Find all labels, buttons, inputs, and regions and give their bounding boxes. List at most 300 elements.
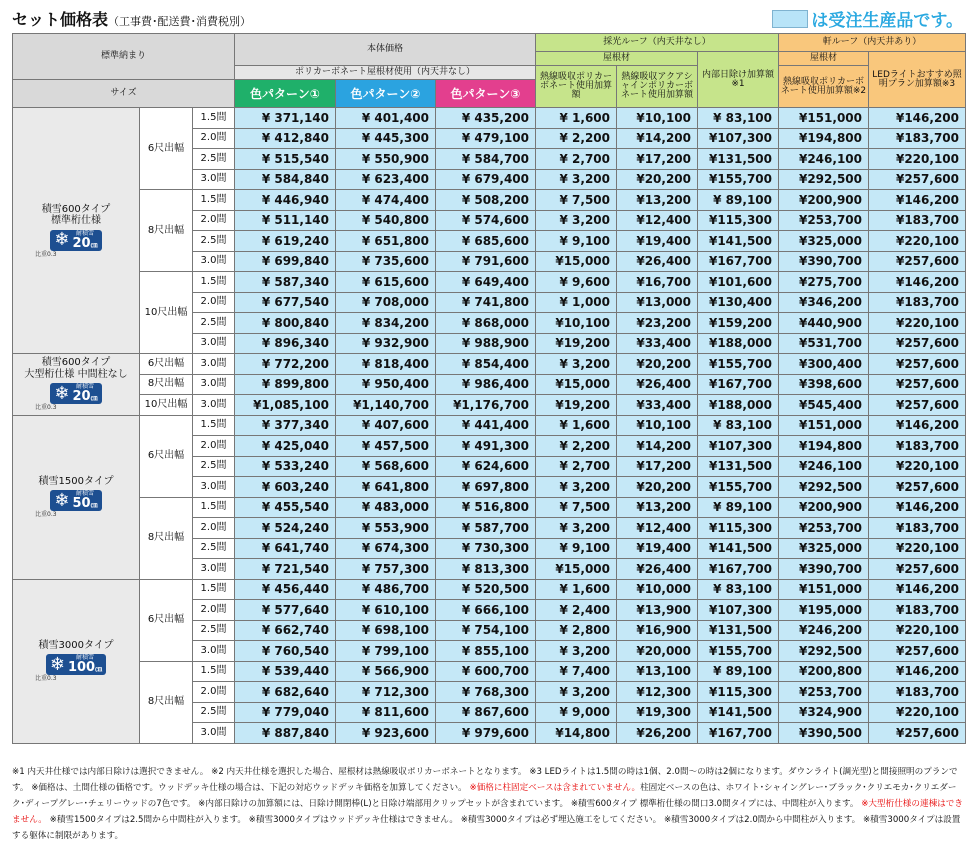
price-cell: ¥257,600 [869,723,966,744]
price-cell: ¥ 791,600 [436,251,536,272]
table-row [13,579,966,600]
price-cell: ¥ 9,100 [536,538,617,559]
price-cell: ¥ 666,100 [436,600,536,621]
price-cell: ¥ 83,100 [698,108,779,129]
price-cell: ¥194,800 [779,128,869,149]
width-cell: 3.0間 [193,723,235,744]
width-cell: 2.0間 [193,128,235,149]
width-cell: 3.0間 [193,251,235,272]
price-cell: ¥ 524,240 [235,518,336,539]
depth-cell: 6尺出幅 [140,415,193,497]
width-cell: 2.5間 [193,231,235,252]
price-cell: ¥ 566,900 [336,661,436,682]
width-cell: 2.5間 [193,702,235,723]
price-cell: ¥146,200 [869,497,966,518]
price-cell: ¥ 754,100 [436,620,536,641]
badge-value: 20 [72,389,91,405]
type-name1: 積雪600タイプ [41,203,111,215]
price-cell: ¥ 768,300 [436,682,536,703]
width-cell: 2.0間 [193,436,235,457]
price-cell: ¥ 540,800 [336,210,436,231]
price-cell: ¥ 457,500 [336,436,436,457]
price-cell: ¥19,400 [617,231,698,252]
price-cell: ¥ 677,540 [235,292,336,313]
price-cell: ¥ 674,300 [336,538,436,559]
price-cell: ¥183,700 [869,518,966,539]
price-cell: ¥183,700 [869,292,966,313]
price-cell: ¥20,000 [617,641,698,662]
price-cell: ¥253,700 [779,210,869,231]
price-cell: ¥ 587,700 [436,518,536,539]
table-row [13,374,966,395]
price-cell: ¥10,000 [617,579,698,600]
width-cell: 2.0間 [193,600,235,621]
price-cell: ¥ 1,000 [536,292,617,313]
price-cell: ¥257,600 [869,559,966,580]
price-cell: ¥ 697,800 [436,477,536,498]
width-cell: 2.5間 [193,620,235,641]
width-cell: 2.5間 [193,456,235,477]
width-cell: 2.5間 [193,149,235,170]
table-row [13,190,966,211]
width-cell: 1.5間 [193,497,235,518]
price-cell: ¥ 407,600 [336,415,436,436]
price-cell: ¥146,200 [869,108,966,129]
badge-unit: ㎝ [90,240,98,249]
price-cell: ¥257,600 [869,374,966,395]
table-row [13,661,966,682]
price-cell: ¥ 708,000 [336,292,436,313]
price-cell: ¥325,000 [779,231,869,252]
price-cell: ¥155,700 [698,169,779,190]
price-cell: ¥23,200 [617,313,698,334]
price-cell: ¥10,100 [617,415,698,436]
badge-value: 20 [72,235,91,251]
price-cell: ¥ 3,200 [536,641,617,662]
price-cell: ¥ 610,100 [336,600,436,621]
price-cell: ¥ 9,100 [536,231,617,252]
price-cell: ¥167,700 [698,374,779,395]
price-cell: ¥ 662,740 [235,620,336,641]
legend-swatch [772,10,808,28]
price-cell: ¥257,600 [869,395,966,416]
pattern3-header: 色パターン③ [436,80,536,108]
header-saiko: 採光ルーフ（内天井なし） [536,34,779,52]
price-cell: ¥398,600 [779,374,869,395]
type-name1: 積雪1500タイプ [38,475,114,487]
badge-value: 50 [72,496,91,512]
price-cell: ¥107,300 [698,600,779,621]
width-cell: 2.5間 [193,313,235,334]
price-cell: ¥ 868,000 [436,313,536,334]
footnote-text: ※大型桁仕様の連棟はできません。 [12,799,963,825]
width-cell: 3.0間 [193,559,235,580]
price-cell: ¥12,400 [617,210,698,231]
header-yane2: 屋根材 [779,52,869,66]
width-cell: 3.0間 [193,395,235,416]
header-c1: 熱線吸収ポリカーボネート使用加算額 [536,66,617,108]
type-name1: 積雪3000タイプ [38,639,114,651]
price-cell: ¥ 574,600 [436,210,536,231]
width-cell: 1.5間 [193,108,235,129]
price-cell: ¥12,400 [617,518,698,539]
price-cell: ¥200,900 [779,497,869,518]
price-cell: ¥ 568,600 [336,456,436,477]
price-cell: ¥15,000 [536,374,617,395]
width-cell: 1.5間 [193,661,235,682]
price-cell: ¥220,100 [869,313,966,334]
depth-cell: 8尺出幅 [140,497,193,579]
price-cell: ¥183,700 [869,210,966,231]
footnote-text: ※価格に柱固定ベースは含まれていません。 [469,783,641,793]
width-cell: 2.0間 [193,682,235,703]
width-cell: 3.0間 [193,354,235,375]
price-cell: ¥ 584,700 [436,149,536,170]
price-cell: ¥14,200 [617,436,698,457]
price-cell: ¥151,000 [779,415,869,436]
badge-hint: 比重0.3 [35,511,57,519]
price-cell: ¥ 603,240 [235,477,336,498]
badge-hint: 比重0.3 [35,675,57,683]
width-cell: 3.0間 [193,169,235,190]
depth-cell: 8尺出幅 [140,190,193,272]
price-cell: ¥1,085,100 [235,395,336,416]
price-cell: ¥167,700 [698,559,779,580]
price-cell: ¥ 679,400 [436,169,536,190]
price-cell: ¥155,700 [698,477,779,498]
price-cell: ¥220,100 [869,702,966,723]
type-cell [13,415,140,579]
price-cell: ¥ 486,700 [336,579,436,600]
table-row [13,108,966,129]
price-cell: ¥26,200 [617,723,698,744]
price-cell: ¥ 2,200 [536,128,617,149]
price-cell: ¥ 896,340 [235,333,336,354]
depth-cell: 6尺出幅 [140,354,193,375]
price-cell: ¥ 818,400 [336,354,436,375]
title-sub: （工事費･配送費･消費税別） [108,15,252,28]
header-size: サイズ [13,80,235,108]
price-cell: ¥ 651,800 [336,231,436,252]
price-cell: ¥ 760,540 [235,641,336,662]
type-name2: 大型桁仕様 中間柱なし [24,368,128,380]
price-cell: ¥253,700 [779,682,869,703]
type-cell [13,579,140,743]
price-cell: ¥ 813,300 [436,559,536,580]
price-cell: ¥292,500 [779,477,869,498]
price-cell: ¥16,700 [617,272,698,293]
price-cell: ¥ 412,840 [235,128,336,149]
price-cell: ¥167,700 [698,723,779,744]
price-cell: ¥257,600 [869,333,966,354]
price-cell: ¥ 9,600 [536,272,617,293]
price-cell: ¥ 515,540 [235,149,336,170]
header-poly: ポリカーボネート屋根材使用（内天井なし） [235,66,536,80]
price-cell: ¥131,500 [698,456,779,477]
price-cell: ¥33,400 [617,333,698,354]
price-cell: ¥151,000 [779,108,869,129]
snowflake-icon: ❄ [54,229,70,250]
price-cell: ¥275,700 [779,272,869,293]
pattern2-header: 色パターン② [336,80,436,108]
price-cell: ¥220,100 [869,620,966,641]
price-cell: ¥ 89,100 [698,190,779,211]
price-cell: ¥183,700 [869,128,966,149]
price-cell: ¥390,500 [779,723,869,744]
price-cell: ¥ 932,900 [336,333,436,354]
header-c3: 内部日除け加算額※1 [698,52,779,108]
header-c5: LEDライトおすすめ照明プラン加算額※3 [869,52,966,108]
price-cell: ¥292,500 [779,169,869,190]
price-cell: ¥ 553,900 [336,518,436,539]
depth-cell: 10尺出幅 [140,272,193,354]
price-cell: ¥ 600,700 [436,661,536,682]
badge-unit: ㎝ [90,501,98,510]
price-cell: ¥183,700 [869,436,966,457]
price-cell: ¥ 741,800 [436,292,536,313]
badge-hint: 比重0.3 [35,250,57,258]
width-cell: 1.5間 [193,415,235,436]
price-cell: ¥ 425,040 [235,436,336,457]
price-cell: ¥ 7,500 [536,497,617,518]
price-cell: ¥20,200 [617,354,698,375]
price-cell: ¥ 455,540 [235,497,336,518]
price-cell: ¥ 1,600 [536,415,617,436]
price-cell: ¥ 624,600 [436,456,536,477]
price-cell: ¥19,200 [536,333,617,354]
price-cell: ¥545,400 [779,395,869,416]
price-cell: ¥ 2,400 [536,600,617,621]
price-cell: ¥ 2,800 [536,620,617,641]
width-cell: 1.5間 [193,272,235,293]
price-cell: ¥ 533,240 [235,456,336,477]
badge-value: 100 [67,660,96,676]
price-cell: ¥13,200 [617,190,698,211]
header-yane: 屋根材 [536,52,698,66]
price-cell: ¥155,700 [698,354,779,375]
price-cell: ¥ 83,100 [698,579,779,600]
price-cell: ¥292,500 [779,641,869,662]
price-cell: ¥15,000 [536,559,617,580]
price-cell: ¥183,700 [869,600,966,621]
price-cell: ¥ 899,800 [235,374,336,395]
price-cell: ¥220,100 [869,456,966,477]
price-cell: ¥ 685,600 [436,231,536,252]
price-cell: ¥ 772,200 [235,354,336,375]
price-cell: ¥ 508,200 [436,190,536,211]
price-cell: ¥531,700 [779,333,869,354]
price-cell: ¥ 577,640 [235,600,336,621]
badge-top: 耐積雪 [76,383,95,391]
price-cell: ¥ 712,300 [336,682,436,703]
price-cell: ¥ 89,100 [698,497,779,518]
price-cell: ¥17,200 [617,149,698,170]
price-cell: ¥246,100 [779,149,869,170]
price-cell: ¥ 479,100 [436,128,536,149]
footnote-text: 柱固定ベースの色は、ホワイト･シャイングレー･ブラック･クリエモカ･クリエダーク･ディープグレー･チェリーウッドの7色です。 ※内部日除けの加算額には、日除け開閉棒(L)と日除け端部用クリップセットが含まれています。 ※積雪600タイプ 標準桁仕様の間口3.0間タイプには、中間柱が入ります。 [12,783,957,809]
price-cell: ¥188,000 [698,395,779,416]
pattern1-header: 色パターン① [235,80,336,108]
price-cell: ¥ 3,200 [536,518,617,539]
price-cell: ¥20,200 [617,169,698,190]
price-cell: ¥ 615,600 [336,272,436,293]
price-cell: ¥1,140,700 [336,395,436,416]
price-cell: ¥220,100 [869,538,966,559]
price-cell: ¥ 2,700 [536,456,617,477]
price-cell: ¥ 445,300 [336,128,436,149]
price-cell: ¥ 3,200 [536,169,617,190]
price-cell: ¥167,700 [698,251,779,272]
price-cell: ¥ 867,600 [436,702,536,723]
price-cell: ¥ 923,600 [336,723,436,744]
price-cell: ¥ 641,800 [336,477,436,498]
snowflake-icon: ❄ [49,653,65,675]
price-cell: ¥141,500 [698,702,779,723]
width-cell: 2.0間 [193,518,235,539]
price-cell: ¥195,000 [779,600,869,621]
price-cell: ¥ 483,000 [336,497,436,518]
table-row [13,272,966,293]
price-cell: ¥257,600 [869,641,966,662]
width-cell: 3.0間 [193,477,235,498]
price-cell: ¥ 1,600 [536,108,617,129]
price-cell: ¥ 887,840 [235,723,336,744]
price-cell: ¥155,700 [698,641,779,662]
badge-unit: ㎝ [95,665,103,674]
price-cell: ¥ 854,400 [436,354,536,375]
price-cell: ¥ 698,100 [336,620,436,641]
table-row [13,415,966,436]
price-cell: ¥ 979,600 [436,723,536,744]
header-honntai: 本体価格 [235,34,536,66]
type-cell [13,354,140,416]
price-cell: ¥ 730,300 [436,538,536,559]
price-cell: ¥141,500 [698,231,779,252]
price-table [12,33,966,744]
price-cell: ¥ 986,400 [436,374,536,395]
price-cell: ¥325,000 [779,538,869,559]
snow-badge [50,230,101,251]
price-cell: ¥ 682,640 [235,682,336,703]
price-cell: ¥ 511,140 [235,210,336,231]
price-cell: ¥ 377,340 [235,415,336,436]
title-main: セット価格表 [12,10,109,29]
width-cell: 2.5間 [193,538,235,559]
badge-top: 耐積雪 [76,229,95,237]
price-cell: ¥26,400 [617,251,698,272]
price-cell: ¥115,300 [698,518,779,539]
price-cell: ¥14,200 [617,128,698,149]
footnotes [12,764,965,844]
price-cell: ¥ 735,600 [336,251,436,272]
price-cell: ¥ 988,900 [436,333,536,354]
price-cell: ¥26,400 [617,559,698,580]
price-cell: ¥ 2,700 [536,149,617,170]
depth-cell: 6尺出幅 [140,108,193,190]
width-cell: 1.5間 [193,190,235,211]
price-cell: ¥ 491,300 [436,436,536,457]
depth-cell: 8尺出幅 [140,661,193,743]
price-cell: ¥1,176,700 [436,395,536,416]
price-cell: ¥ 435,200 [436,108,536,129]
price-cell: ¥19,200 [536,395,617,416]
price-cell: ¥ 950,400 [336,374,436,395]
price-cell: ¥151,000 [779,579,869,600]
price-cell: ¥220,100 [869,231,966,252]
header-c4: 熱線吸収ポリカーボネート使用加算額※2 [779,66,869,108]
price-cell: ¥257,600 [869,477,966,498]
price-cell: ¥ 649,400 [436,272,536,293]
price-cell: ¥ 584,840 [235,169,336,190]
price-cell: ¥ 539,440 [235,661,336,682]
price-cell: ¥ 441,400 [436,415,536,436]
type-cell [13,108,140,354]
badge-top: 耐積雪 [76,490,95,498]
price-cell: ¥ 619,240 [235,231,336,252]
width-cell: 3.0間 [193,374,235,395]
price-cell: ¥188,000 [698,333,779,354]
badge-hint: 比重0.3 [35,404,57,412]
price-cell: ¥20,200 [617,477,698,498]
header-c2: 熱線吸収アクアシャインポリカーボネート使用加算額 [617,66,698,108]
price-cell: ¥131,500 [698,620,779,641]
price-cell: ¥300,400 [779,354,869,375]
price-cell: ¥ 401,400 [336,108,436,129]
price-cell: ¥ 799,100 [336,641,436,662]
price-cell: ¥ 779,040 [235,702,336,723]
legend-text: は受注生産品です。 [811,11,963,31]
price-cell: ¥17,200 [617,456,698,477]
price-cell: ¥390,700 [779,559,869,580]
snowflake-icon: ❄ [54,382,70,404]
price-cell: ¥19,400 [617,538,698,559]
price-cell: ¥ 641,740 [235,538,336,559]
footnote-text: ※1 内天井仕様では内部日除けは選択できません。 ※2 内天井仕様を選択した場合、屋根材は熱線吸収ポリカーボネートとなります。 ※3 LEDライトは1.5間の時は1個、2.0間～の時は2個になります。ダウンライト(調光型)と間接照明のプランです。 ※価格は、土間仕様の価格です。ウッドデッキ仕様の場合は、下記の対応ウッドデッキ価格を加算してください。 [12,767,958,793]
price-cell: ¥200,900 [779,190,869,211]
price-cell: ¥ 757,300 [336,559,436,580]
price-cell: ¥ 7,500 [536,190,617,211]
width-cell: 1.5間 [193,579,235,600]
price-cell: ¥ 371,140 [235,108,336,129]
width-cell: 2.0間 [193,210,235,231]
type-name2: 標準桁仕様 [51,215,101,226]
price-cell: ¥ 7,400 [536,661,617,682]
price-cell: ¥16,900 [617,620,698,641]
price-cell: ¥15,000 [536,251,617,272]
width-cell: 3.0間 [193,641,235,662]
price-cell: ¥ 456,440 [235,579,336,600]
price-cell: ¥ 550,900 [336,149,436,170]
price-cell: ¥246,200 [779,620,869,641]
price-cell: ¥ 3,200 [536,682,617,703]
price-cell: ¥146,200 [869,415,966,436]
badge-top: 耐積雪 [76,654,95,662]
price-cell: ¥ 811,600 [336,702,436,723]
price-cell: ¥246,100 [779,456,869,477]
price-cell: ¥13,200 [617,497,698,518]
badge-unit: ㎝ [90,394,98,403]
width-cell: 2.0間 [193,292,235,313]
price-cell: ¥220,100 [869,149,966,170]
price-cell: ¥115,300 [698,682,779,703]
snow-badge [50,383,101,404]
snow-badge [50,490,101,511]
price-cell: ¥146,200 [869,579,966,600]
price-cell: ¥10,100 [536,313,617,334]
price-cell: ¥13,100 [617,661,698,682]
price-cell: ¥ 699,840 [235,251,336,272]
price-cell: ¥ 474,400 [336,190,436,211]
